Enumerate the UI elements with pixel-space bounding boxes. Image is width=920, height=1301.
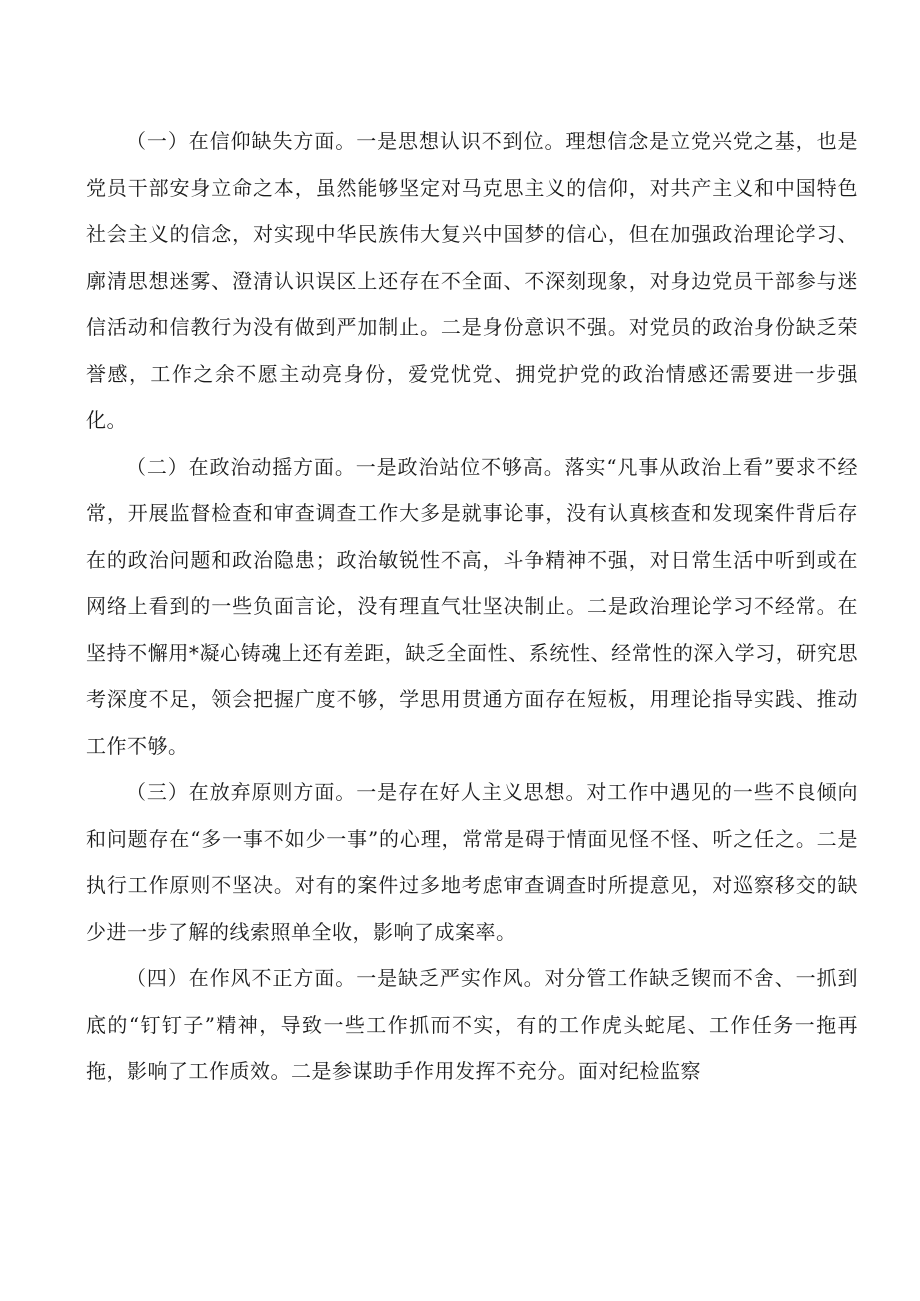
document-body xyxy=(86,118,858,1095)
paragraph-principles: （三）在放弃原则方面。一是存在好人主义思想。对工作中遇见的一些不良倾向和问题存在“多一事不如少一事”的心理，常常是碍于情面见怪不怪、听之任之。二是执行工作原则不坚决。对有的案件过多地考虑审查调查时所提意见，对巡察移交的缺少进一步了解的线索照单全收，影响了成案率。 xyxy=(86,780,858,944)
paragraph-work-style: （四）在作风不正方面。一是缺乏严实作风。对分管工作缺乏锲而不舍、一抓到底的“钉钉子”精神，导致一些工作抓而不实，有的工作虎头蛇尾、工作任务一拖再拖，影响了工作质效。二是参谋助手作用发挥不充分。面对纪检监察 xyxy=(86,966,858,1083)
paragraph-politics: （二）在政治动摇方面。一是政治站位不够高。落实“凡事从政治上看”要求不经常，开展监督检查和审查调查工作大多是就事论事，没有认真核查和发现案件背后存在的政治问题和政治隐患；政治敏锐性不高，斗争精神不强，对日常生活中听到或在网络上看到的一些负面言论，没有理直气壮坚决制止。二是政治理论学习不经常。在坚持不懈用*凝心铸魂上还有差距，缺乏全面性、系统性、经常性的深入学习，研究思考深度不足，领会把握广度不够，学思用贯通方面存在短板，用理论指导实践、推动工作不够。 xyxy=(86,454,858,758)
paragraph-faith: （一）在信仰缺失方面。一是思想认识不到位。理想信念是立党兴党之基，也是党员干部安身立命之本，虽然能够坚定对马克思主义的信仰，对共产主义和中国特色社会主义的信念，对实现中华民族伟大复兴中国梦的信心，但在加强政治理论学习、廓清思想迷雾、澄清认识误区上还存在不全面、不深刻现象，对身边党员干部参与迷信活动和信教行为没有做到严加制止。二是身份意识不强。对党员的政治身份缺乏荣誉感，工作之余不愿主动亮身份，爱党忧党、拥党护党的政治情感还需要进一步强化。 xyxy=(86,129,858,432)
